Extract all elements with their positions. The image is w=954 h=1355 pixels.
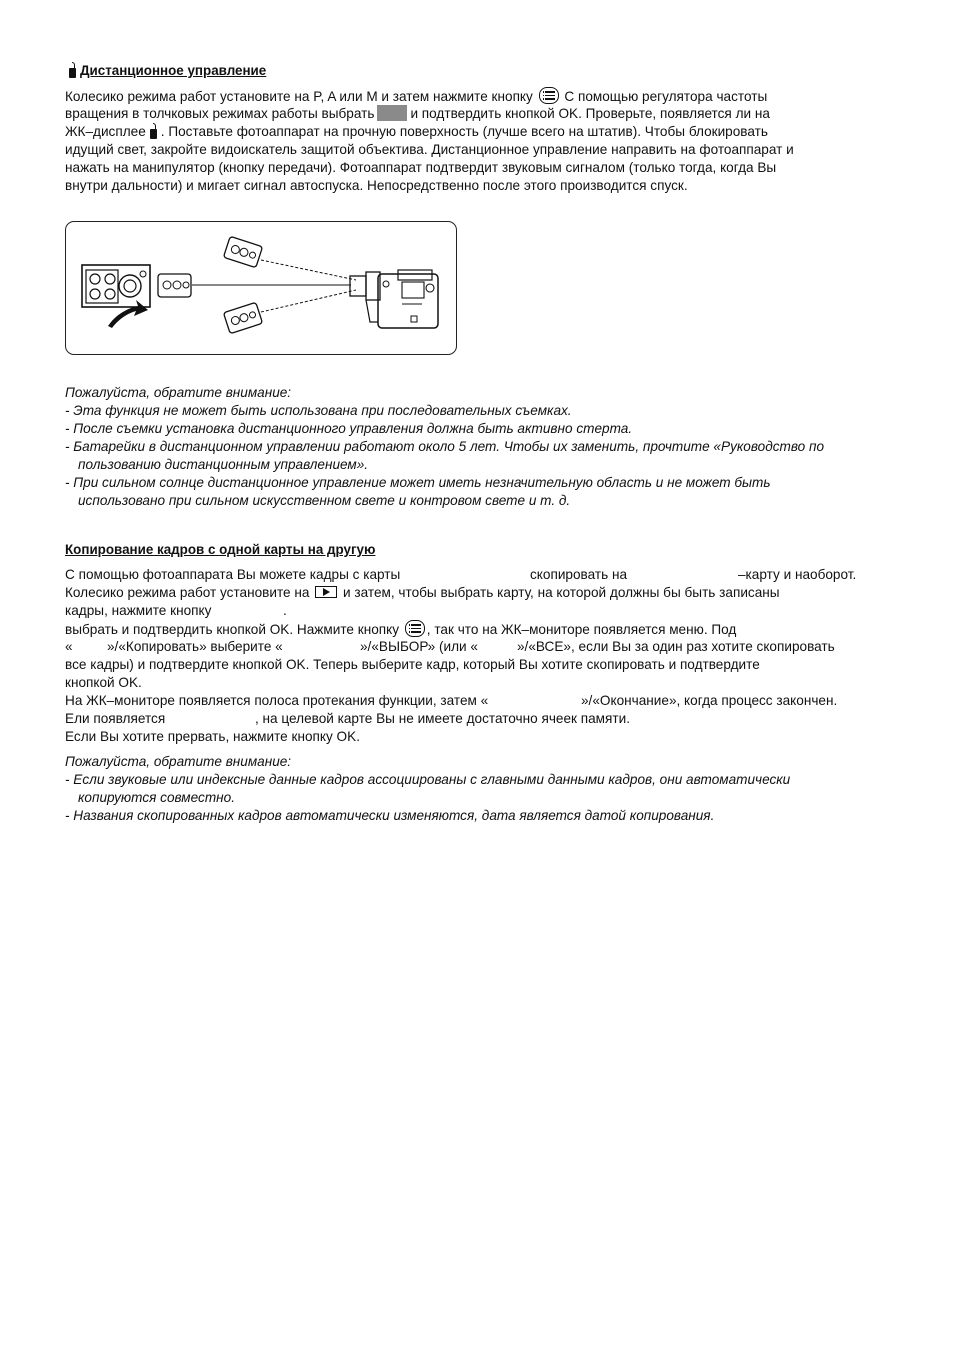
- paragraph-line: идущий свет, закройте видоискатель защитой объектива. Дистанционное управление направить на фотоаппарат и: [65, 142, 794, 157]
- menu-button-icon: [405, 620, 425, 637]
- paragraph-line: нажать на манипулятор (кнопку передачи). Фотоаппарат подтвердит звуковым сигналом (только тогда, когда Вы: [65, 160, 777, 175]
- paragraph-line: Если Вы хотите прервать, нажмите кнопку OK.: [65, 729, 360, 744]
- note-item-continuation: использовано при сильном искусственном свете и контровом свете и т. д.: [78, 493, 571, 508]
- remote-control-illustration: [65, 221, 457, 355]
- paragraph-line: кадры, нажмите кнопку .: [65, 603, 287, 618]
- note-item-continuation: копируются совместно.: [78, 790, 235, 805]
- note-item: - Названия скопированных кадров автоматически изменяются, дата является датой копирования.: [65, 808, 715, 823]
- paragraph-line: кнопкой OK.: [65, 675, 142, 690]
- section-heading-remote: Дистанционное управление: [65, 62, 266, 80]
- paragraph-line: Колесико режима работ установите на P, A или M и затем нажмите кнопку С помощью регулятора частоты: [65, 89, 768, 104]
- paragraph-line: ЖК–дисплее . Поставьте фотоаппарат на прочную поверхность (лучше всего на штатив). Чтобы блокировать: [65, 124, 768, 139]
- note-item: - Эта функция не может быть использована при последовательных съемках.: [65, 403, 572, 418]
- note-item: - Если звуковые или индексные данные кадров ассоциированы с главными данными кадров, они автоматически: [65, 772, 791, 787]
- paragraph-line: Колесико режима работ установите на и затем, чтобы выбрать карту, на которой должны бы быть записаны: [65, 585, 780, 600]
- paragraph-line: внутри дальности) и мигает сигнал автоспуска. Непосредственно после этого производится спуск.: [65, 178, 688, 193]
- menu-button-icon: [539, 87, 559, 104]
- note-title: Пожалуйста, обратите внимание:: [65, 754, 292, 769]
- remote-control-icon: [149, 123, 158, 139]
- paragraph-line: На ЖК–мониторе появляется полоса протекания функции, затем « »/«Окончание», когда процесс закончен.: [65, 693, 838, 708]
- note-title: Пожалуйста, обратите внимание:: [65, 385, 292, 400]
- remote-control-icon: [68, 62, 77, 78]
- camera-remote-drawing: [66, 222, 458, 356]
- playback-icon: [315, 586, 337, 598]
- section-heading-copy: Копирование кадров с одной карты на другую: [65, 542, 376, 557]
- note-item: - Батарейки в дистанционном управлении работают около 5 лет. Чтобы их заменить, прочтите «Руководство по: [65, 439, 825, 454]
- paragraph-line: вращения в толчковых режимах работы выбрать и подтвердить кнопкой OK. Проверьте, появляется ли на: [65, 106, 770, 121]
- note-item-continuation: пользованию дистанционным управлением».: [78, 457, 369, 472]
- note-item: - После съемки установка дистанционного управления должна быть активно стерта.: [65, 421, 633, 436]
- paragraph-line: С помощью фотоаппарата Вы можете кадры с карты скопировать на –карту и наоборот.: [65, 567, 857, 582]
- selftimer-symbol: [377, 105, 407, 121]
- paragraph-line: Ели появляется , на целевой карте Вы не имеете достаточно ячеек памяти.: [65, 711, 630, 726]
- paragraph-line: « »/«Копировать» выберите « »/«ВЫБОР» (или « »/«ВСЕ», если Вы за один раз хотите скопировать: [65, 639, 835, 654]
- note-item: - При сильном солнце дистанционное управление может иметь незначительную область и не может быть: [65, 475, 771, 490]
- paragraph-line: все кадры) и подтвердите кнопкой OK. Теперь выберите кадр, который Вы хотите скопировать и подтвердите: [65, 657, 760, 672]
- paragraph-line: выбрать и подтвердить кнопкой OK. Нажмите кнопку , так что на ЖК–мониторе появляется меню. Под: [65, 622, 737, 637]
